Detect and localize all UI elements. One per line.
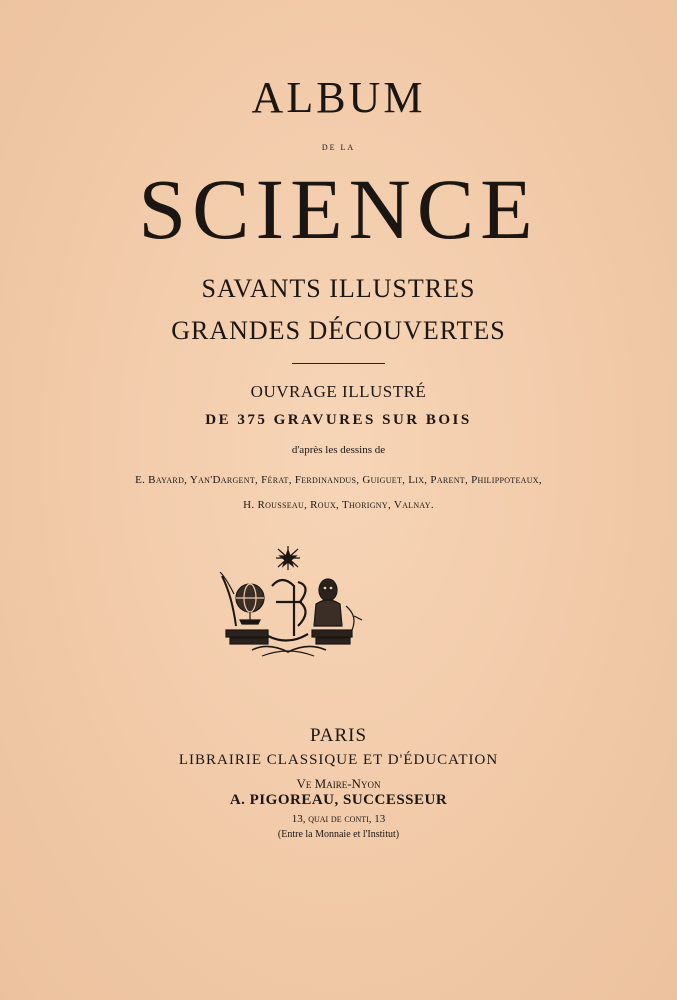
artists-line-1: E. Bayard, Yan'Dargent, Férat, Ferdinandus, Guiguet, Lix, Parent, Philippoteaux, [135,474,542,486]
gravures-count: DE 375 GRAVURES SUR BOIS [205,412,472,428]
subtitle-savants: SAVANTS ILLUSTRES [201,274,476,303]
imprint-location: (Entre la Monnaie et l'Institut) [277,829,400,840]
imprint-address: 13, quai de conti, 13 [291,813,386,825]
imprint-publisher: LIBRAIRIE CLASSIQUE ET D'ÉDUCATION [178,752,499,768]
imprint-veuve: Ve Maire-Nyon [296,776,381,791]
star-burst-icon [276,546,300,570]
books-icon [226,630,352,644]
title-de-la: DE LA [321,143,356,152]
divider-rule [292,363,385,364]
subtitle-grandes: GRANDES DÉCOUVERTES [171,316,506,345]
title-science: SCIENCE [138,161,539,257]
title-album: ALBUM [251,73,426,122]
owl-icon [314,579,342,626]
publisher-emblem-icon [212,546,364,660]
imprint-city: PARIS [309,725,368,746]
imprint-successor: A. PIGOREAU, SUCCESSEUR [229,792,448,808]
dapres-text: d'après les dessins de [291,444,386,456]
ouvrage-illustre: OUVRAGE ILLUSTRÉ [250,382,427,401]
monogram-icon [268,580,308,641]
globe-icon [236,584,264,624]
artists-line-2: H. Rousseau, Roux, Thorigny, Valnay. [243,499,434,511]
